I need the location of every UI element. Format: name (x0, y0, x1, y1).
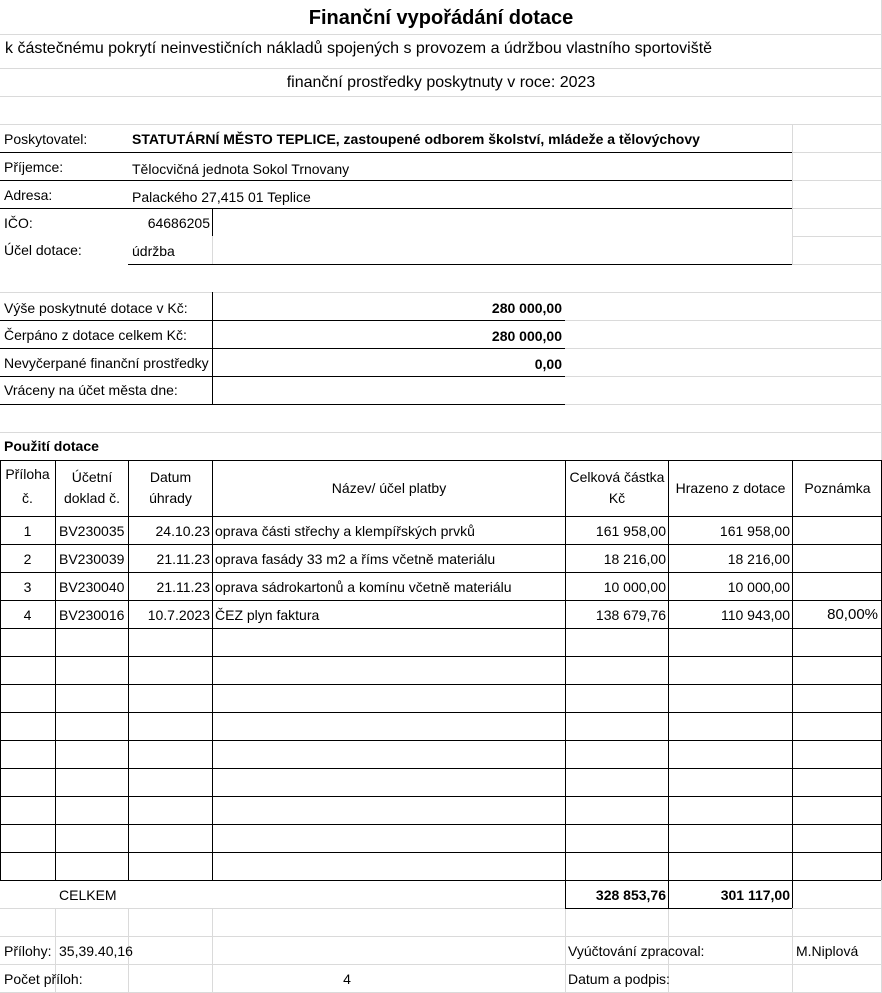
cell-poznamka (793, 573, 878, 601)
cell-hrazeno: 161 958,00 (719, 523, 790, 539)
vyse-value: 280 000,00 (491, 300, 562, 316)
cell-doklad: BV230040 (59, 579, 125, 595)
pocet-label: Počet příloh: (4, 971, 83, 987)
cell-nazev: oprava fasády 33 m2 a říms včetně materiálu (215, 551, 496, 567)
header-doklad: Účetní (71, 469, 113, 485)
grid-line (792, 236, 882, 237)
cell-priloha: 1 (23, 523, 32, 539)
cerpano-value: 280 000,00 (491, 328, 562, 344)
cell-poznamka (793, 517, 878, 545)
cell-celkova: 138 679,76 (595, 607, 666, 623)
grid-line (565, 908, 566, 993)
grid-line (0, 292, 882, 293)
zpracoval-value: M.Niplová (796, 943, 859, 959)
cell-priloha: 3 (23, 579, 32, 595)
prilohy-value: 35,39.40,16 (59, 943, 133, 959)
border-line (0, 852, 881, 853)
vraceny-value (214, 376, 562, 404)
cell-datum: 10.7.2023 (147, 607, 210, 623)
cell-datum: 21.11.23 (156, 551, 210, 567)
cell-poznamka: 80,00% (827, 606, 878, 623)
total-celkova: 328 853,76 (595, 887, 666, 903)
cell-doklad: BV230039 (59, 551, 125, 567)
cell-poznamka (793, 545, 878, 573)
total-label: CELKEM (59, 887, 117, 903)
border-line (212, 292, 213, 404)
cell-nazev: ČEZ plyn faktura (215, 607, 320, 623)
nevycerpane-label: Nevyčerpané finanční prostředky (4, 355, 209, 371)
page-title: Finanční vypořádání dotace (308, 7, 574, 29)
cell-datum: 24.10.23 (155, 523, 210, 539)
prijemce-label: Příjemce: (4, 159, 64, 175)
ucel-label: Účel dotace: (4, 242, 82, 258)
pocet-value: 4 (343, 971, 351, 987)
cell-celkova: 161 958,00 (595, 523, 666, 539)
header-hrazeno: Hrazeno z dotace (675, 480, 786, 496)
cerpano-label: Čerpáno z dotace celkem Kč: (4, 327, 187, 343)
border-line (0, 712, 881, 713)
page-subtitle: k částečnému pokrytí neinvestičních nákladů spojených s provozem a údržbou vlastního sportoviště (5, 40, 713, 57)
cell-celkova: 10 000,00 (603, 579, 666, 595)
cell-doklad: BV230035 (59, 523, 125, 539)
border-line (0, 656, 881, 657)
ico-value: 64686205 (147, 215, 210, 231)
grid-line (792, 264, 882, 265)
cell-hrazeno: 10 000,00 (727, 579, 790, 595)
border-line (212, 460, 213, 880)
border-line (0, 796, 881, 797)
ico-label: IČO: (4, 215, 33, 231)
vraceny-label: Vráceny na účet města dne: (4, 382, 178, 398)
border-line (0, 824, 881, 825)
cell-celkova: 18 216,00 (603, 551, 666, 567)
grid-line (792, 124, 793, 264)
grid-line (565, 320, 882, 321)
cell-hrazeno: 18 216,00 (727, 551, 790, 567)
header-priloha: Příloha (5, 466, 50, 482)
border-line (55, 460, 56, 880)
adresa-label: Adresa: (4, 187, 53, 203)
ucel-value: údržba (132, 243, 175, 259)
cell-datum: 21.11.23 (156, 579, 210, 595)
zpracoval-label: Vyúčtování zpracoval: (568, 943, 705, 959)
grid-line (565, 376, 882, 377)
header-datum: Datum (149, 469, 192, 485)
grid-line (792, 180, 882, 181)
nevycerpane-value: 0,00 (534, 356, 562, 372)
header-celkova-kc: Kč (608, 490, 626, 506)
border-line (0, 740, 881, 741)
border-line (0, 768, 881, 769)
poskytovatel-label: Poskytovatel: (4, 131, 88, 147)
cell-hrazeno: 110 943,00 (720, 607, 790, 623)
prilohy-label: Přílohy: (4, 943, 52, 959)
header-celkova: Celková částka (569, 469, 665, 485)
year-line: finanční prostředky poskytnuty v roce: 2023 (286, 74, 596, 91)
cell-nazev: oprava části střechy a klempířských prvků (215, 523, 475, 539)
usage-section-title: Použití dotace (4, 438, 99, 454)
border-line (0, 684, 881, 685)
vyse-label: Výše poskytnuté dotace v Kč: (4, 300, 188, 316)
grid-line (792, 908, 793, 993)
header-doklad-cislo: doklad č. (63, 490, 121, 506)
border-line (212, 208, 213, 236)
total-hrazeno: 301 117,00 (720, 887, 790, 903)
header-poznamka: Poznámka (804, 480, 871, 496)
adresa-value: Palackého 27,415 01 Teplice (132, 189, 311, 205)
border-line (792, 880, 793, 908)
grid-line (565, 348, 882, 349)
cell-priloha: 4 (23, 607, 32, 623)
prijemce-value: Tělocvičná jednota Sokol Trnovany (132, 161, 350, 177)
poskytovatel-value: STATUTÁRNÍ MĚSTO TEPLICE, zastoupené odborem školství, mládeže a tělovýchovy (132, 131, 700, 147)
header-datum-uhrady: úhrady (149, 490, 192, 506)
cell-doklad: BV230016 (59, 607, 125, 623)
border-line (0, 460, 881, 461)
header-nazev: Název/ účel platby (331, 480, 447, 496)
datum-podpis-label: Datum a podpis: (568, 971, 670, 987)
header-priloha-cislo: č. (22, 490, 33, 506)
cell-nazev: oprava sádrokartonů a komínu včetně materiálu (215, 579, 512, 595)
grid-line (792, 208, 882, 209)
cell-priloha: 2 (23, 551, 32, 567)
grid-line (792, 152, 882, 153)
border-line (0, 404, 565, 405)
